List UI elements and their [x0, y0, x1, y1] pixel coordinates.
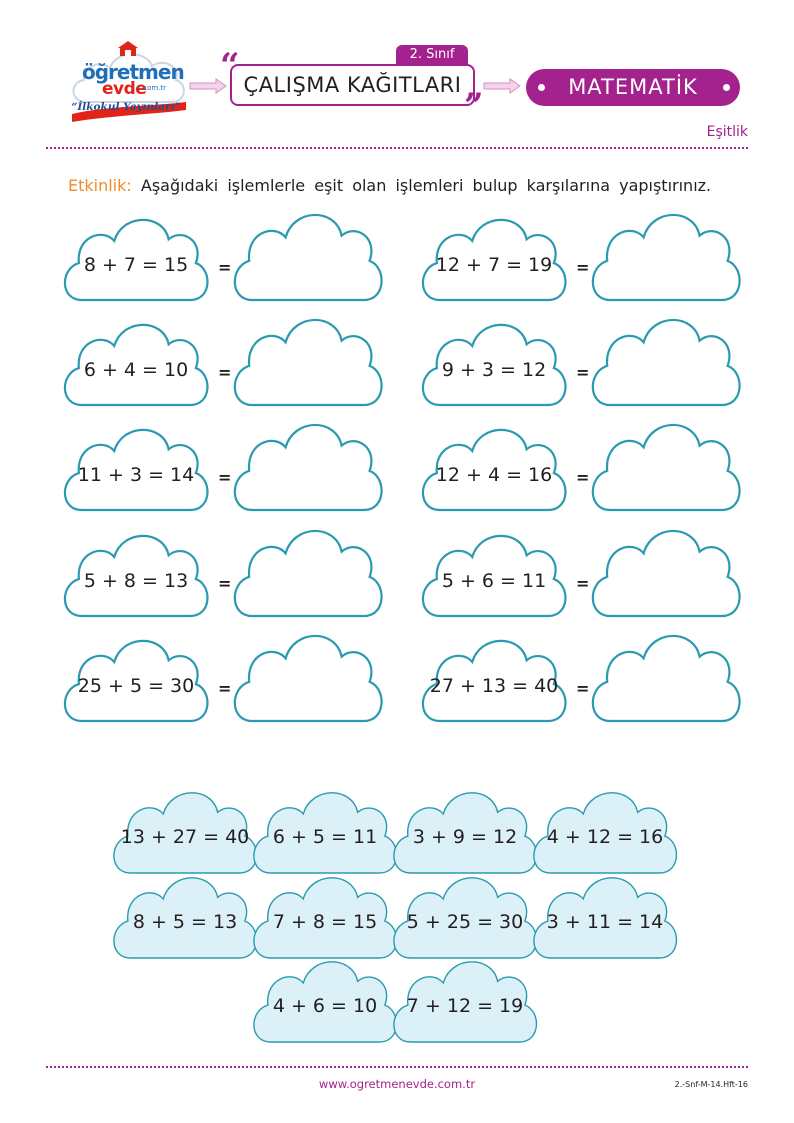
cutout-piece[interactable]: 3 + 9 = 12 [412, 826, 518, 848]
cutout-piece[interactable]: 13 + 27 = 40 [120, 826, 250, 848]
right-equation-3: 12 + 4 = 16 [435, 464, 553, 486]
answer-cloud-blank [593, 636, 740, 721]
left-equation-4: 5 + 8 = 13 [83, 570, 189, 592]
logo-subtitle: “İlkokul Yayınları” [71, 101, 181, 113]
footer-divider [46, 1066, 748, 1068]
answer-cloud-blank [235, 425, 382, 510]
equal-sign: = [218, 258, 232, 277]
equal-sign: = [576, 468, 590, 487]
open-quote-icon: “ [220, 46, 240, 86]
logo-text-evde: evde [102, 79, 147, 99]
cutout-piece[interactable]: 5 + 25 = 30 [406, 911, 524, 933]
equal-sign: = [576, 574, 590, 593]
logo-text-ogretmen: öğretmen [82, 60, 184, 84]
equal-sign: = [218, 574, 232, 593]
cutout-piece[interactable]: 7 + 12 = 19 [406, 995, 524, 1017]
subject-badge: MATEMATİK [526, 69, 740, 106]
left-equation-2: 6 + 4 = 10 [83, 359, 189, 381]
cutout-piece[interactable]: 6 + 5 = 11 [272, 826, 378, 848]
answer-cloud-blank [593, 425, 740, 510]
cutout-piece[interactable]: 4 + 12 = 16 [546, 826, 664, 848]
footer-code: 2.-Snf-M-14.Hft-16 [674, 1080, 748, 1089]
topic-label: Eşitlik [706, 124, 748, 140]
equal-sign: = [218, 679, 232, 698]
right-equation-1: 12 + 7 = 19 [435, 254, 553, 276]
answer-cloud-blank [235, 320, 382, 405]
answer-cloud-blank [235, 215, 382, 300]
equal-sign: = [576, 679, 590, 698]
instruction-label: Etkinlik: [68, 176, 132, 195]
equal-sign: = [576, 258, 590, 277]
cutout-piece[interactable]: 4 + 6 = 10 [272, 995, 378, 1017]
answer-cloud-blank [593, 531, 740, 616]
page-title: ÇALIŞMA KAĞITLARI [243, 73, 462, 97]
answer-cloud-blank [593, 215, 740, 300]
footer-url[interactable]: www.ogretmenevde.com.tr [318, 1077, 476, 1091]
left-equation-1: 8 + 7 = 15 [83, 254, 189, 276]
answer-cloud-blank [235, 636, 382, 721]
right-equation-5: 27 + 13 = 40 [429, 675, 559, 697]
right-equation-2: 9 + 3 = 12 [441, 359, 547, 381]
cutout-piece[interactable]: 7 + 8 = 15 [272, 911, 378, 933]
equal-sign: = [576, 363, 590, 382]
right-equation-4: 5 + 6 = 11 [441, 570, 547, 592]
cutout-piece[interactable]: 3 + 11 = 14 [546, 911, 664, 933]
equal-sign: = [218, 468, 232, 487]
equal-sign: = [218, 363, 232, 382]
logo-text-domain: .com.tr [141, 84, 167, 92]
close-quote-icon: ” [464, 86, 484, 126]
left-equation-3: 11 + 3 = 14 [77, 464, 195, 486]
answer-cloud-blank [593, 320, 740, 405]
cutout-piece[interactable]: 8 + 5 = 13 [132, 911, 238, 933]
left-equation-5: 25 + 5 = 30 [77, 675, 195, 697]
answer-cloud-blank [235, 531, 382, 616]
instruction-text: Aşağıdaki işlemlerle eşit olan işlemleri bulup karşılarına yapıştırınız. [131, 176, 712, 195]
grade-tab: 2. Sınıf [396, 45, 468, 65]
